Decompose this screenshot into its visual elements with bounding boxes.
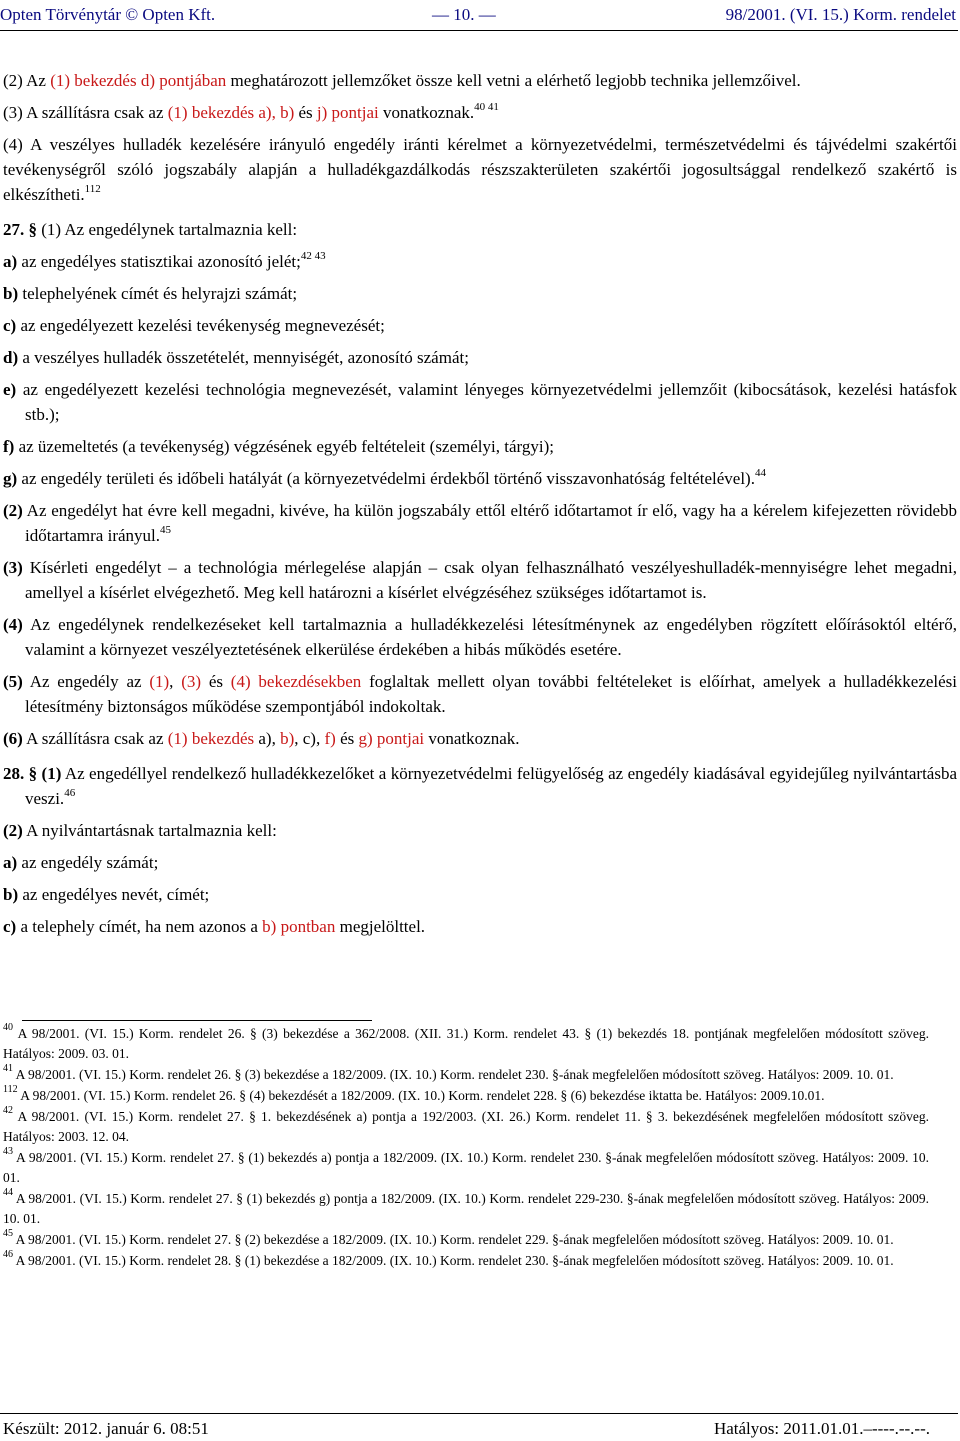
footnote-text: A 98/2001. (VI. 15.) Korm. rendelet 26. § (3) bekezdése a 182/2009. (IX. 10.) Korm. rendelet 230. §-ának megfelelően módosított szöveg. Hatályos: 2009. 10. 01. (15, 1067, 894, 1082)
text: Az engedélynek rendelkezéseket kell tartalmaznia a hulladékkezelési létesítménynek az engedélyben rögzített előírásoktól eltérő, valamint a környezet veszélyeztetésének elkerülése érdekében a hibás működés esetére. (25, 615, 957, 659)
header-act-title: 98/2001. (VI. 15.) Korm. rendelet (725, 5, 956, 24)
document-body (3, 68, 957, 946)
footnote-ref[interactable]: 40 41 (474, 101, 499, 114)
paragraph-28-1 (3, 761, 957, 811)
text: telephelyének címét és helyrajzi számát; (22, 284, 298, 303)
footnote-ref[interactable]: 44 (754, 467, 766, 480)
list-item (3, 313, 957, 338)
list-item (3, 377, 957, 427)
list-item (3, 466, 957, 491)
footnote-ref[interactable]: 112 (84, 183, 101, 196)
item-key: a) (3, 252, 18, 271)
item-key: c) (3, 316, 17, 335)
text: Az engedély az (29, 672, 150, 691)
footnote-ref[interactable]: 42 43 (300, 250, 326, 263)
text: és (335, 729, 359, 748)
cross-reference-link[interactable]: g) pontjai (358, 729, 425, 748)
footnote (3, 1186, 929, 1229)
paragraph-key: (5) (3, 672, 23, 691)
section-number: 28. § (3, 764, 38, 783)
paragraph-27-2 (3, 498, 957, 548)
footnote-number: 43 (3, 1145, 13, 1157)
text: a telephely címét, ha nem azonos a (20, 917, 263, 936)
text: Az engedéllyel rendelkező hulladékkezelőket a környezetvédelmi felügyelőség az engedély kiadásával egyidejűleg nyilvántartásba veszi. (25, 764, 958, 808)
paragraph-27-3 (3, 555, 957, 605)
footnote-separator (22, 1020, 372, 1021)
footnote-ref[interactable]: 46 (64, 787, 76, 800)
footnote-number: 112 (3, 1083, 18, 1095)
paragraph-key: (6) (3, 729, 23, 748)
footnote-number: 42 (3, 1104, 13, 1116)
text: az engedélyezett kezelési tevékenység megnevezését; (20, 316, 385, 335)
text: a), (254, 729, 281, 748)
text: a veszélyes hulladék összetételét, mennyiségét, azonosító számát; (22, 348, 469, 367)
footer-rule (0, 1413, 958, 1414)
cross-reference-link[interactable]: (4) bekezdésekben (230, 672, 362, 691)
list-item (3, 345, 957, 370)
footnote-number: 44 (3, 1186, 13, 1198)
item-key: c) (3, 917, 17, 936)
cross-reference-link[interactable]: j) pontjai (316, 103, 379, 122)
footnote-number: 41 (3, 1062, 13, 1074)
text: megjelölttel. (335, 917, 426, 936)
footer-generated-date: Készült: 2012. január 6. 08:51 (3, 1419, 209, 1438)
list-item (3, 914, 957, 939)
list-item (3, 434, 957, 459)
footnote (3, 1104, 929, 1147)
list-item (3, 249, 957, 274)
header-page-number: — 10. — (432, 5, 496, 24)
footnote (3, 1145, 929, 1188)
cross-reference-link[interactable]: (1) bekezdés d) pontjában (50, 71, 227, 90)
footnote-text: A 98/2001. (VI. 15.) Korm. rendelet 27. § 1. bekezdésének a) pontja a 192/2003. (XI. 26.) Korm. rendelet 11. § 3. bekezdésének megfelelően módosított szöveg. Hatályos: 2003. 12. 04. (3, 1109, 929, 1144)
item-key: b) (3, 885, 19, 904)
footnote-number: 40 (3, 1021, 13, 1033)
text: A szállításra csak az (26, 729, 168, 748)
list-item (3, 882, 957, 907)
text: az engedélyes nevét, címét; (22, 885, 210, 904)
item-key: f) (3, 437, 15, 456)
cross-reference-link[interactable]: f) (324, 729, 336, 748)
text: (1) Az engedélynek tartalmaznia kell: (41, 220, 298, 239)
footnote (3, 1083, 929, 1106)
paragraph-key: (2) (3, 501, 23, 520)
footnote-text: A 98/2001. (VI. 15.) Korm. rendelet 27. § (1) bekezdés a) pontja a 182/2009. (IX. 10.) Korm. rendelet 230. §-ának megfelelően módosított szöveg. Hatályos: 2009. 10. 01. (3, 1150, 929, 1185)
item-key: a) (3, 853, 18, 872)
text: , (169, 672, 182, 691)
text: és (201, 672, 231, 691)
text: (3) A szállításra csak az (3, 103, 168, 122)
paragraph-key: (3) (3, 558, 23, 577)
footnote (3, 1227, 929, 1250)
item-key: g) (3, 469, 18, 488)
text: vonatkoznak. (378, 103, 475, 122)
footnote-number: 45 (3, 1227, 13, 1239)
cross-reference-link[interactable]: (1) (149, 672, 170, 691)
paragraph-27-4 (3, 612, 957, 662)
section-27-list (3, 249, 957, 491)
header-rule (0, 30, 958, 31)
paragraph-27-6 (3, 726, 957, 751)
text: az engedély területi és időbeli hatályát (a környezetvédelmi érdekből történő visszavonhatóság feltételével). (21, 469, 755, 488)
text: Kísérleti engedélyt – a technológia mérlegelése alapján – csak olyan felhasználható veszélyeshulladék-mennyiségre lehet megadni, amellyel a kísérlet elvégezhető. Meg kell határozni a kísérlet elvégzéséhez szükséges időtartamot is. (25, 558, 957, 602)
paragraph-28-2 (3, 818, 957, 843)
paragraph-26-2 (3, 68, 957, 93)
footnote-text: A 98/2001. (VI. 15.) Korm. rendelet 26. § (4) bekezdését a 182/2009. (IX. 10.) Korm. rendelet 228. § (6) bekezdése iktatta be. Hatályos: 2009.10.01. (20, 1088, 825, 1103)
paragraph-key: (1) (41, 764, 62, 783)
paragraph-26-3 (3, 100, 957, 125)
list-item (3, 281, 957, 306)
footnotes (3, 1021, 929, 1272)
paragraph-27-5 (3, 669, 957, 719)
cross-reference-link[interactable]: b) pontban (262, 917, 336, 936)
paragraph-key: (2) (3, 821, 23, 840)
text: , c), (294, 729, 325, 748)
text: az üzemeltetés (a tevékenység) végzésének egyéb feltételeit (személyi, tárgyi); (18, 437, 554, 456)
cross-reference-link[interactable]: (1) bekezdés (167, 729, 255, 748)
section-27-heading (3, 217, 957, 242)
text: meghatározott jellemzőket össze kell vetni a elérhető legjobb technika jellemzőivel. (226, 71, 801, 90)
footnote-text: A 98/2001. (VI. 15.) Korm. rendelet 27. § (2) bekezdése a 182/2009. (IX. 10.) Korm. rendelet 229. §-ának megfelelően módosított szöveg. Hatályos: 2009. 10. 01. (15, 1232, 894, 1247)
text: az engedély számát; (21, 853, 159, 872)
footnote-text: A 98/2001. (VI. 15.) Korm. rendelet 26. § (3) bekezdése a 362/2008. (XII. 31.) Korm. rendelet 43. § (1) bekezdés 18. pontjának megfelelően módosított szöveg. Hatályos: 2009. 03. 01. (3, 1026, 929, 1061)
item-key: e) (3, 380, 17, 399)
footnote-text: A 98/2001. (VI. 15.) Korm. rendelet 28. § (1) bekezdése a 182/2009. (IX. 10.) Korm. rendelet 230. §-ának megfelelően módosított szöveg. Hatályos: 2009. 10. 01. (15, 1253, 894, 1268)
text: foglaltak mellett olyan további feltételeket is előírhat, amelyek a hulladékkezelési létesítmény biztonságos működése szempontjából indokoltak. (25, 672, 958, 716)
cross-reference-link[interactable]: (3) (181, 672, 202, 691)
cross-reference-link[interactable]: b) (280, 729, 295, 748)
list-item (3, 850, 957, 875)
text: az engedélyezett kezelési technológia megnevezését, valamint lényeges környezetvédelmi jellemzőit (kibocsátások, kezelési hatásfok stb.); (22, 380, 957, 424)
item-key: d) (3, 348, 19, 367)
item-key: b) (3, 284, 19, 303)
text: az engedélyes statisztikai azonosító jelét; (21, 252, 301, 271)
text: Az engedélyt hat évre kell megadni, kivéve, ha külön jogszabály ettől eltérő időtartamot ír elő, vagy ha a kérelem kifejezetten rövidebb időtartamra irányul. (25, 501, 958, 545)
footnote (3, 1062, 929, 1085)
text: vonatkoznak. (424, 729, 520, 748)
footnote-text: A 98/2001. (VI. 15.) Korm. rendelet 27. § (1) bekezdés g) pontja a 182/2009. (IX. 10.) Korm. rendelet 229-230. §-ának megfelelően módosított szöveg. Hatályos: 2009. 10. 01. (3, 1191, 929, 1226)
footnote (3, 1248, 929, 1271)
text: A nyilvántartásnak tartalmaznia kell: (26, 821, 277, 840)
section-number: 27. § (3, 220, 37, 239)
footnote-number: 46 (3, 1248, 13, 1260)
text: (2) Az (3, 71, 51, 90)
text: és (294, 103, 317, 122)
footnote (3, 1021, 929, 1064)
paragraph-26-4 (3, 132, 957, 207)
text: (4) A veszélyes hulladék kezelésére irányuló engedély iránti kérelmet a környezetvédelmi, természetvédelmi és tájvédelmi szakértői tevékenységről szóló jogszabály alapján a hulladékgazdálkodás részszakterületen szakértői jogosultsággal rendelkező szakértő is elkészítheti. (3, 135, 957, 204)
footnote-ref[interactable]: 45 (160, 524, 172, 537)
paragraph-key: (4) (3, 615, 23, 634)
footer-effective-date: Hatályos: 2011.01.01.–----.--.--. (713, 1419, 930, 1438)
page-header (0, 2, 958, 28)
header-publisher: Opten Törvénytár © Opten Kft. (0, 5, 216, 24)
cross-reference-link[interactable]: (1) bekezdés a), b) (167, 103, 295, 122)
